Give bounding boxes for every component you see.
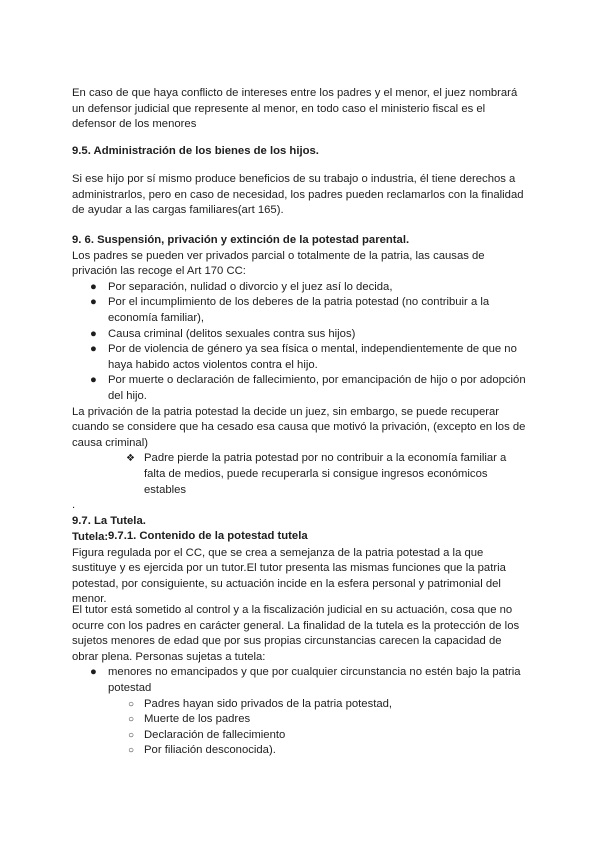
bullet-icon: ● <box>90 666 97 679</box>
list-item <box>72 280 528 296</box>
bullet-icon: ● <box>90 343 97 356</box>
paragraph-privacion: La privación de la patria potestad la decide un juez, sin embargo, se puede recuperar cuando se considere que ha cesado esa causa que motivó la privación, (excepto en los de causa criminal) <box>72 405 526 449</box>
circle-bullet-icon: ○ <box>128 714 135 726</box>
paragraph-conflict-text: En caso de que haya conflicto de intereses entre los padres y el menor, el juez nombrará un defensor judicial que represente al menor, en todo caso el ministerio fiscal es el defensor de los menores <box>72 87 518 131</box>
paragraph-conflict <box>72 86 528 133</box>
list-item <box>72 373 528 404</box>
list-item <box>72 342 528 373</box>
circle-bullet-icon: ○ <box>128 729 135 741</box>
list-diamond <box>72 451 528 498</box>
list-item-text: menores no emancipados y que por cualquier circunstancia no estén bajo la patria potestad <box>108 666 521 694</box>
list-item-text: Por separación, nulidad o divorcio y el juez así lo decida, <box>108 280 393 293</box>
list-item <box>72 728 528 744</box>
circle-bullet-icon: ○ <box>128 698 135 710</box>
list-item <box>72 451 528 498</box>
stray-dot: . <box>72 499 76 512</box>
list-tutela <box>72 665 528 696</box>
paragraph-tutela: Figura regulada por el CC, que se crea a semejanza de la patria potestad a la que sustituye y es ejercida por un tutor.El tutor presenta las mismas funciones que la patria potestad, por consiguiente, su actuación incide en la esfera personal y patrimonial del menor. <box>72 546 506 606</box>
heading-9-5: 9.5. Administración de los bienes de los hijos. <box>72 145 319 157</box>
section-tutor <box>72 603 528 759</box>
section-tutela <box>72 530 528 608</box>
list-item <box>72 712 528 728</box>
paragraph-9-5 <box>72 172 528 219</box>
paragraph-9-6-intro: Los padres se pueden ver privados parcial o totalmente de la patria, las causas de privación las recoge el Art 170 CC: <box>72 249 485 278</box>
list-item <box>72 697 528 713</box>
list-item-text: Declaración de fallecimiento <box>144 728 286 741</box>
list-item <box>72 665 528 696</box>
paragraph-9-5-text: Si ese hijo por sí mismo produce beneficios de su trabajo o industria, él tiene derechos a administrarlos, pero en caso de necesidad, los padres pueden reclamarlos con la finalidad de ayudar a las cargas familiares(art 165). <box>72 173 524 217</box>
section-9-5-heading <box>72 144 528 160</box>
heading-9-6: 9. 6. Suspensión, privación y extinción de la potestad parental. <box>72 234 410 246</box>
list-privacion-causes <box>72 280 528 405</box>
heading-9-7-1: 9.7.1. Contenido de la potestad tutela <box>108 530 308 543</box>
section-9-6 <box>72 233 528 545</box>
paragraph-tutor: El tutor está sometido al control y a la fiscalización judicial en su actuación, cosa que no ocurre con los padres en carácter general. La finalidad de la tutela es la protección de los sujetos menores de edad que por sus propias circunstancias carecen la capacidad de obrar plena. Personas sujetas a tutela: <box>72 604 520 663</box>
list-item <box>72 743 528 759</box>
list-item-text: Por muerte o declaración de fallecimiento, por emancipación de hijo o por adopción del hijo. <box>108 374 526 402</box>
sublist-tutela <box>72 697 528 759</box>
circle-bullet-icon: ○ <box>128 745 135 757</box>
diamond-bullet-icon: ❖ <box>126 453 135 465</box>
list-item-text: Padre pierde la patria potestad por no contribuir a la economía familiar a falta de medios, puede recuperarla si consigue ingresos económicos estables <box>144 452 507 496</box>
list-item-text: Por el incumplimiento de los deberes de la patria potestad (no contribuir a la economía familiar), <box>108 296 490 324</box>
bullet-icon: ● <box>90 296 97 309</box>
list-item-text: Muerte de los padres <box>144 713 251 726</box>
list-item-text: Padres hayan sido privados de la patria potestad, <box>144 697 393 710</box>
heading-tutela: Tutela: <box>72 531 109 543</box>
bullet-icon: ● <box>90 280 97 293</box>
list-item <box>72 327 528 343</box>
bullet-icon: ● <box>90 327 97 340</box>
list-item-text: Por de violencia de género ya sea física o mental, independientemente de que no haya habido actos violentos contra el hijo. <box>108 343 517 371</box>
list-item-text: Por filiación desconocida). <box>144 744 276 757</box>
heading-9-7: 9.7. La Tutela. <box>72 514 146 527</box>
bullet-icon: ● <box>90 374 97 387</box>
list-item <box>72 295 528 326</box>
list-item-text: Causa criminal (delitos sexuales contra sus hijos) <box>108 327 356 340</box>
